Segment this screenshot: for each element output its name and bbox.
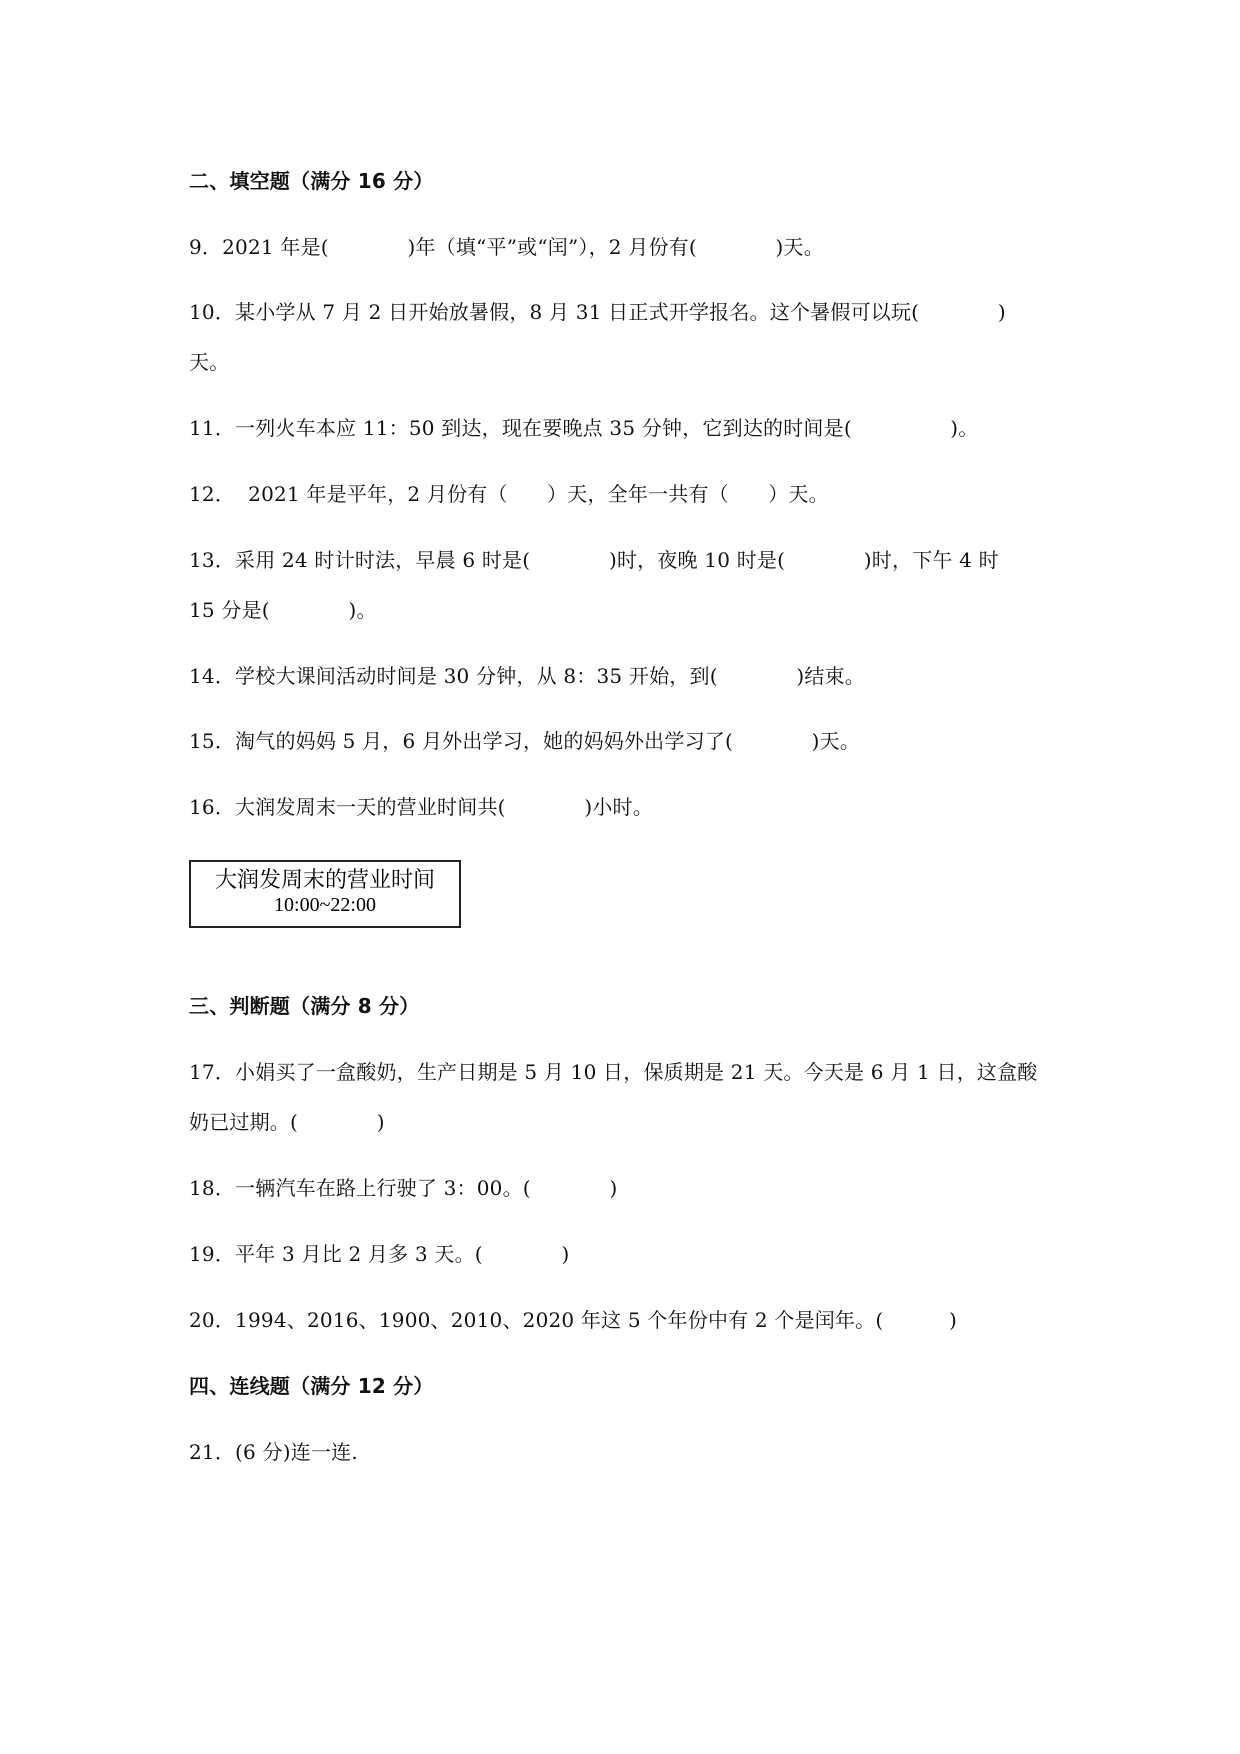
question-17-line-2: 奶已过期。( ) bbox=[189, 1110, 385, 1134]
question-9: 9．2021 年是( )年（填“平”或“闰”），2 月份有( )天。 bbox=[189, 235, 824, 259]
question-18: 18．一辆汽车在路上行驶了 3：00。( ) bbox=[189, 1176, 618, 1200]
store-hours-box bbox=[189, 860, 461, 928]
question-15: 15．淘气的妈妈 5 月，6 月外出学习，她的妈妈外出学习了( )天。 bbox=[189, 729, 861, 753]
section-heading-matching: 四、连线题（满分 12 分） bbox=[189, 1374, 434, 1398]
section-heading-fill-in: 二、填空题（满分 16 分） bbox=[189, 169, 434, 193]
question-16: 16．大润发周末一天的营业时间共( )小时。 bbox=[189, 795, 653, 819]
question-13-line-2: 15 分是( )。 bbox=[189, 598, 377, 622]
question-11: 11．一列火车本应 11：50 到达，现在要晚点 35 分钟，它到达的时间是( )。 bbox=[189, 416, 979, 440]
question-21: 21．(6 分)连一连. bbox=[189, 1440, 358, 1464]
question-10-line-1: 10．某小学从 7 月 2 日开始放暑假，8 月 31 日正式开学报名。这个暑假可以玩( ) bbox=[189, 300, 1006, 324]
store-hours-value: 10:00~22:00 bbox=[274, 894, 376, 916]
question-12: 12． 2021 年是平年，2 月份有（ ）天，全年一共有（ ）天。 bbox=[189, 482, 829, 506]
question-14: 14．学校大课间活动时间是 30 分钟，从 8：35 开始，到( )结束。 bbox=[189, 664, 865, 688]
question-20: 20．1994、2016、1900、2010、2020 年这 5 个年份中有 2 个是闰年。( ) bbox=[189, 1308, 957, 1332]
store-hours-title: 大润发周末的营业时间 bbox=[214, 868, 435, 893]
question-19: 19．平年 3 月比 2 月多 3 天。( ) bbox=[189, 1242, 570, 1266]
section-heading-true-false: 三、判断题（满分 8 分） bbox=[189, 994, 420, 1018]
question-17-line-1: 17．小娟买了一盒酸奶，生产日期是 5 月 10 日，保质期是 21 天。今天是 6 月 1 日，这盒酸 bbox=[189, 1060, 1038, 1084]
question-13-line-1: 13．采用 24 时计时法，早晨 6 时是( )时，夜晚 10 时是( )时，下午 4 时 bbox=[189, 548, 999, 572]
question-10-line-2: 天。 bbox=[189, 350, 230, 374]
